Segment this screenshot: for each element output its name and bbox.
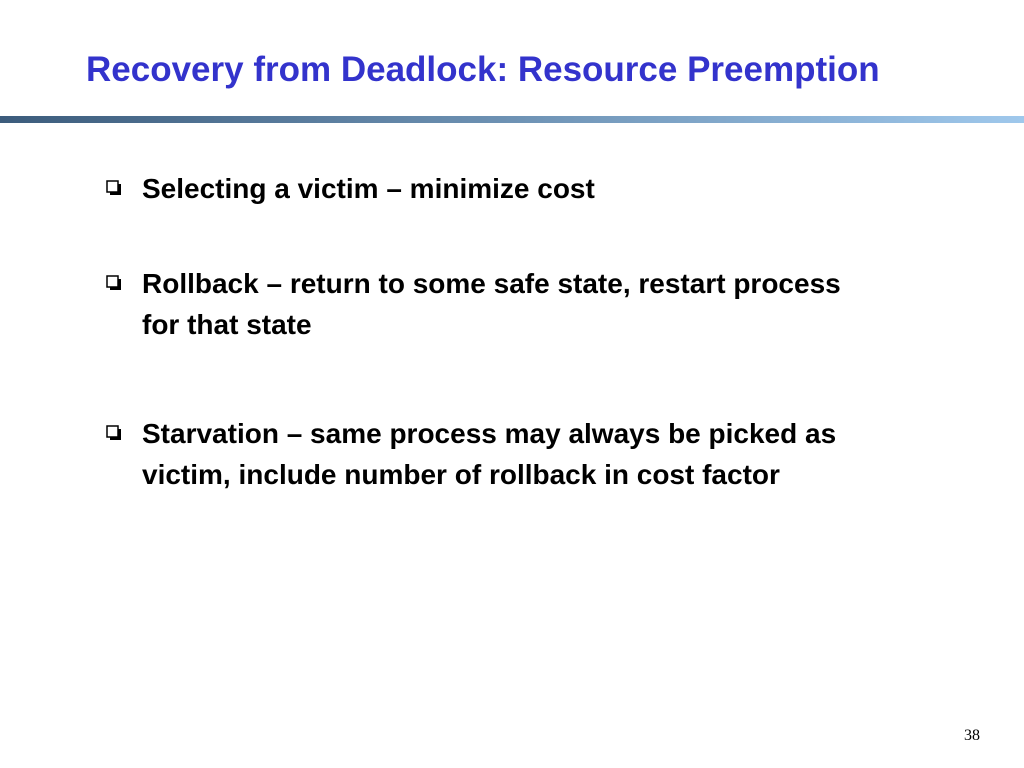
bullet-text: Starvation – same process may always be picked as victim, include number of rollback in cost factor — [142, 418, 837, 490]
bullet-text: Rollback – return to some safe state, restart process for that state — [142, 268, 841, 340]
title-divider — [0, 116, 1024, 123]
bullet-item — [104, 168, 904, 209]
hollow-square-bullet-icon — [106, 275, 122, 291]
hollow-square-bullet-icon — [106, 180, 122, 196]
bullet-list — [104, 168, 904, 495]
bullet-item — [104, 413, 904, 495]
slide-title: Recovery from Deadlock: Resource Preemption — [86, 50, 880, 89]
bullet-text: Selecting a victim – minimize cost — [142, 173, 595, 204]
hollow-square-bullet-icon — [106, 425, 122, 441]
page-number: 38 — [964, 727, 980, 744]
bullet-item — [104, 263, 904, 345]
